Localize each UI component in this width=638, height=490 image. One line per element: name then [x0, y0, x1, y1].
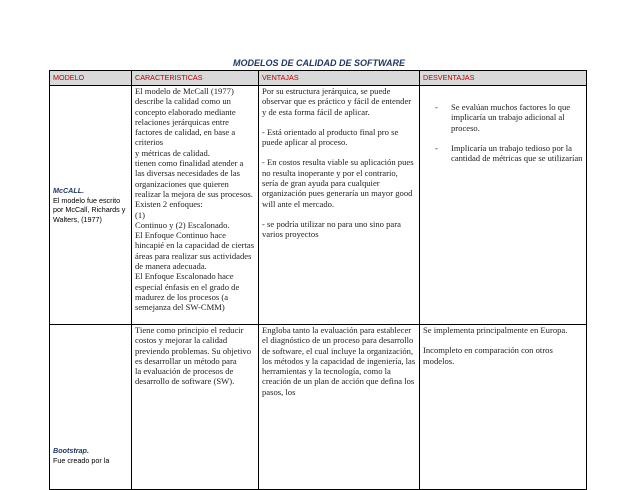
ventajas-cell [259, 86, 420, 325]
list-item: - Se evalúan muchos factores lo que implicaría un trabajo adicional al proceso. [435, 102, 571, 133]
caracteristicas-text: la evaluación de procesos de desarrollo de software (SW). [135, 366, 235, 387]
caracteristicas-text: El Enfoque Continuo hace hincapié en la capacidad de ciertas áreas para realizar sus actividades de manera adecuada. [135, 230, 255, 272]
desventajas-text: Incompleto en comparación con otros modelos. [423, 345, 553, 366]
ventajas-cell [259, 325, 420, 490]
header-desventajas: DESVENTAJAS [420, 71, 587, 86]
desventajas-cell [420, 325, 587, 490]
caracteristicas-text: El Enfoque Escalonado hace especial énfasis en el grado de madurez de los procesos (a semejanza del SW-CMM) [135, 271, 240, 313]
table-header-row [50, 71, 587, 86]
model-cell [50, 86, 132, 325]
model-description: Fue creado por la [53, 455, 110, 465]
desventajas-cell [420, 86, 587, 325]
ventajas-text: - Está orientado al producto final pro se puede aplicar al proceso. [262, 126, 399, 148]
ventajas-text: Por su estructura jerárquica, se puede observar que es práctico y fácil de entender y de esta forma fácil de aplicar. [262, 86, 412, 117]
model-cell [50, 325, 132, 490]
list-item: - Implicaría un trabajo tedioso por la cantidad de métricas que se utilizarían [435, 142, 583, 164]
ventajas-text: - En costos resulta viable su aplicación pues no resulta inoperante y por el contrario, sería de gran ayuda para cualquier organización pues generaría un mayor good will ante el mercado. [262, 157, 414, 209]
caracteristicas-text: y métricas de calidad. [135, 147, 210, 158]
caracteristicas-cell [132, 325, 259, 490]
table-row-mccall [50, 86, 587, 325]
ventajas-text: - se podría utilizar no para uno sino para varios proyectos [262, 218, 401, 240]
caracteristicas-text: El modelo de McCall (1977) describe la calidad como un concepto elaborado mediante relaciones jerárquicas entre factores de calidad, en base a criterios [135, 86, 236, 148]
quality-models-table [49, 70, 587, 490]
desventajas-list [423, 102, 583, 163]
caracteristicas-text: tienen como finalidad atender a las diversas necesidades de las organizaciones que quieren realizar la mejora de sus procesos. Existen 2 enfoques: [135, 158, 253, 210]
model-name: McCALL. [53, 186, 85, 195]
caracteristicas-text: Continuo y (2) Escalonado. [135, 219, 230, 230]
header-caracteristicas: CARACTERISTICAS [132, 71, 259, 86]
caracteristicas-text: Tiene como principio el reducir costos y mejorar la calidad previendo problemas. Su objetivo es desarrollar un método para [135, 325, 251, 366]
header-ventajas: VENTAJAS [259, 71, 420, 86]
desventajas-text: Se implementa principalmente en Europa. [423, 325, 568, 335]
caracteristicas-text: (1) [135, 209, 146, 220]
model-name: Bootstrap. [53, 446, 89, 455]
page-title: MODELOS DE CALIDAD DE SOFTWARE [232, 58, 405, 68]
caracteristicas-cell [132, 86, 259, 325]
model-description: El modelo fue escrito por McCall, Richards y Walters, (1977) [53, 195, 126, 224]
ventajas-text: Engloba tanto la evaluación para establecer el diagnóstico de un proceso para desarrollo de software, el cual incluye la organización, los métodos y la capacidad de ingeniería, las herramientas y la tecnología, como la creación de un plan de acción que defina los pasos, los [262, 325, 416, 397]
header-modelo: MODELO [50, 71, 132, 86]
table-row-bootstrap [50, 325, 587, 490]
